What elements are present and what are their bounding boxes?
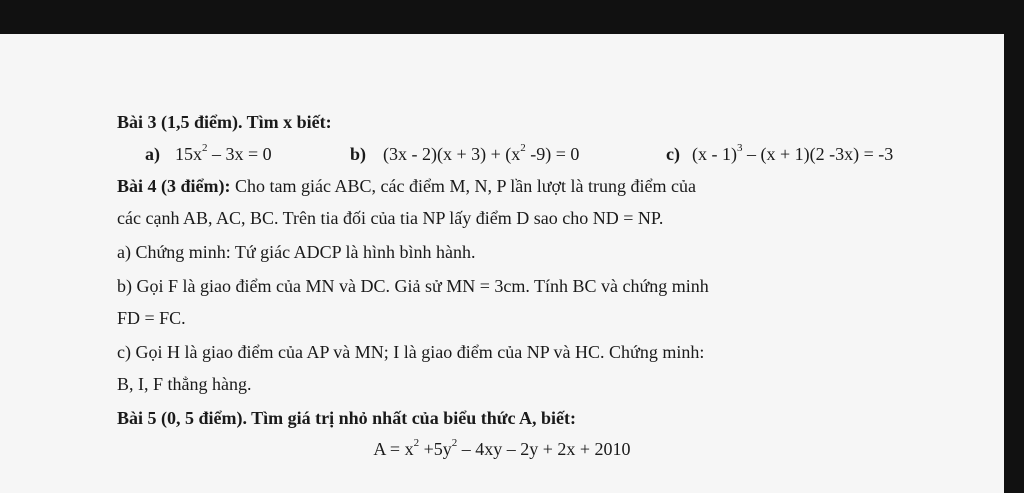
bai3-c-label: c) [666,144,680,164]
bai4-intro-line-2: các cạnh AB, AC, BC. Trên tia đối của tia NP lấy điểm D sao cho ND = NP. [117,208,664,228]
bai4-part-c-line-1: c) Gọi H là giao điểm của AP và MN; I là giao điểm của NP và HC. Chứng minh: [117,342,705,362]
bai4-heading: Bài 4 (3 điểm): [117,176,231,196]
exam-paper [0,34,1004,493]
bai4-part-b-line-2: FD = FC. [117,308,186,328]
bai5-heading: Bài 5 (0, 5 điểm). Tìm giá trị nhỏ nhất của biểu thức A, biết: [117,408,576,428]
bai4-part-c-line-2: B, I, F thẳng hàng. [117,374,252,394]
bai3-items [145,142,965,166]
bai3-heading: Bài 3 (1,5 điểm). Tìm x biết: [117,112,332,132]
bai3-b-equation: $(3x - 2)(x + 3) + (x^2$ -9) = 0 [383,142,580,164]
bai4-intro-line-1: Bài 4 (3 điểm): Cho tam giác ABC, các điểm M, N, P lần lượt là trung điểm của [117,176,697,196]
bai5-formula: $A = x^2 +5y^2 - 4xy - 2y + 2x + 2010$ [373,437,631,459]
bai4-part-b-line-1: b) Gọi F là giao điểm của MN và DC. Giả sử MN = 3cm. Tính BC và chứng minh [117,276,709,296]
bai3-c-equation: (x - 1)$^3$ – (x + 1)(2 -3x) = -3 [692,142,894,164]
bai4-part-a: a) Chứng minh: Tứ giác ADCP là hình bình hành. [117,242,476,262]
bai3-a-equation: $15x^2 - 3x = 0$ [175,142,272,164]
bai3-b-label: b) [350,144,367,164]
bai3-a-label: a) [145,144,160,164]
